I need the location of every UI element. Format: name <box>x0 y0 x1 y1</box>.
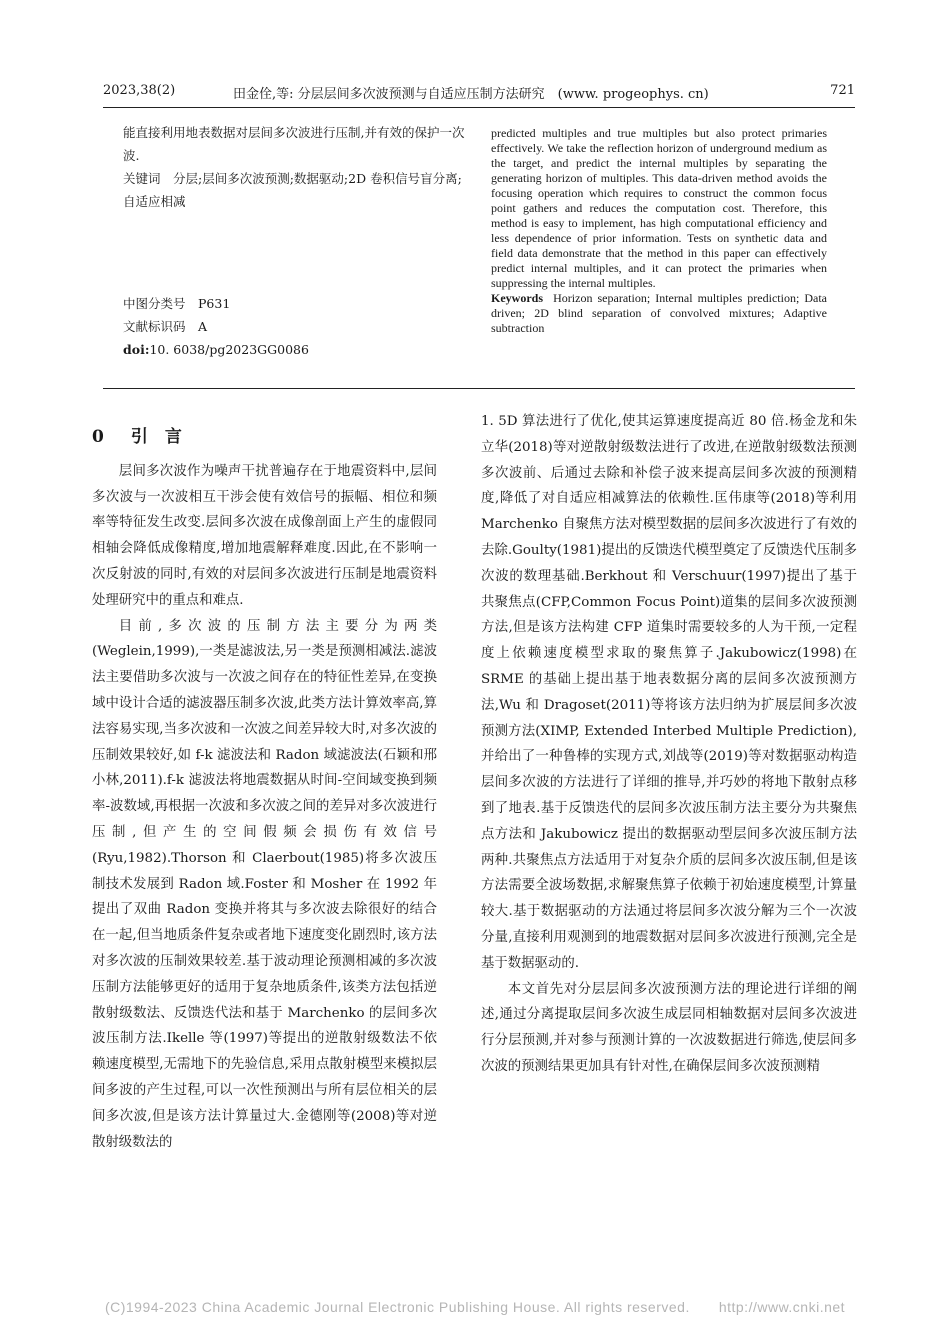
paragraph-intro-1: 层间多次波作为噪声干扰普遍存在于地震资料中,层间多次波与一次波相互干涉会使有效信号的振幅、相位和频率等特征发生改变.层间多次波在成像剖面上产生的虚假同相轴会降低成像精度,增加地震解释难度.因此,在不影响一次反射波的同时,有效的对层间多次波进行压制是地震资料处理研究中的重点和难点. <box>92 463 437 608</box>
paragraph-intro-3: 本文首先对分层层间多次波预测方法的理论进行详细的阐述,通过分离提取层间多次波生成层同相轴数据对层间多次波进行分层预测,并对参与预测计算的一次波数据进行筛选,使层间多次波的预测结果更加具有针对性,在确保层间多次波预测精 <box>481 981 857 1074</box>
doi <box>123 338 468 361</box>
left-column <box>92 425 437 1155</box>
classification-block <box>123 292 468 361</box>
doc-code: 文献标识码 A <box>123 319 208 334</box>
section-number: 0 <box>92 427 104 447</box>
keywords-en-text: Horizon separation; Internal multiples prediction; Data driven; 2D blind separation of convolved mixtures; Adaptive subtraction <box>491 291 827 335</box>
running-title: 田金佺,等: 分层层间多次波预测与自适应压制方法研究 (www. progeophys. cn) <box>233 87 709 102</box>
doi-value: 10. 6038/pg2023GG0086 <box>149 342 309 357</box>
abstract-en-tail: predicted multiples and true multiples but also protect primaries effectively. We take the reflection horizon of underground medium as the target, and predict the internal multiples by separating the generating horizon of multiples. This data-driven method avoids the focusing operation which requires to construct the common focus point gathers and reduces the computation cost. Therefore, this method is easy to implement, has high computational efficiency and less dependence of prior information. Tests on synthetic data and field data demonstrate that the method in this paper can effectively predict internal multiples, and it can protect the primaries when suppressing the internal multiples. <box>491 126 827 290</box>
abstract-en <box>491 126 827 336</box>
section-title: 引 言 <box>130 427 182 447</box>
keywords-en <box>491 291 827 336</box>
copyright-footer: (C)1994-2023 China Academic Journal Electronic Publishing House. All rights reserved. http://www.cnki.net <box>104 1299 846 1315</box>
abstract-rule <box>103 388 855 389</box>
abstract-cn-tail: 能直接利用地表数据对层间多次波进行压制,并有效的保护一次波. <box>123 125 465 163</box>
clc-number: 中图分类号 P631 <box>123 296 231 311</box>
running-header <box>103 83 855 103</box>
page-number: 721 <box>830 83 855 98</box>
right-column <box>481 409 857 1080</box>
section-heading <box>92 425 437 451</box>
keywords-en-label: Keywords <box>491 291 543 305</box>
doi-label: doi: <box>123 342 150 357</box>
issue-label: 2023,38(2) <box>103 83 176 98</box>
abstract-cn <box>123 121 468 213</box>
header-rule <box>103 107 855 108</box>
paragraph-intro-2: 目前,多次波的压制方法主要分为两类(Weglein,1999),一类是滤波法,另一类是预测相减法.滤波法主要借助多次波与一次波之间存在的特征性差异,在变换域中设计合适的滤波器压制多次波,此类方法计算效率高,算法容易实现,当多次波和一次波之间差异较大时,对多次波的压制效果较好,如 f-k 滤波法和 Radon 域滤波法(石颖和邢小林,2011).f-k 滤波法将地震数据从时间-空间域变换到频率-波数域,再根据一次波和多次波之间的差异对多次波进行压制,但产生的空间假频会损伤有效信号(Ryu,1982).Thorson 和 Claerbout(1985)将多次波压制技术发展到 Radon 域.Foster 和 Mosher 在 1992 年提出了双曲 Radon 变换并将其与多次波去除很好的结合在一起,但当地质条件复杂或者地下速度变化剧烈时,该方法对多次波的压制效果较差.基于波动理论预测相减的多次波压制方法能够更好的适用于复杂地质条件,该类方法包括逆散射级数法、反馈迭代法和基于 Marchenko 的层间多次波压制方法.Ikelle 等(1997)等提出的逆散射级数法不依赖速度模型,无需地下的先验信息,采用点散射模型来模拟层间多波的产生过程,可以一次性预测出与所有层位相关的层间多次波,但是该方法计算量过大.金德刚等(2008)等对逆散射级数法的 <box>92 618 437 1150</box>
paragraph-intro-2-cont: 1. 5D 算法进行了优化,使其运算速度提高近 80 倍.杨金龙和朱立华(2018)等对逆散射级数法进行了改进,在逆散射级数法预测多次波前、后通过去除和补偿子波来提高层间多次波的预测精度,降低了对自适应相减算法的依赖性.匡伟康等(2018)等利用 Marchenko 自聚焦方法对模型数据的层间多次波进行了有效的去除.Goulty(1981)提出的反馈迭代模型奠定了反馈迭代压制多次波的数理基础.Berkhout 和 Verschuur(1997)提出了基于共聚焦点(CFP,Common Focus Point)道集的层间多次波预测方法,但是该方法构建 CFP 道集时需要较多的人为干预,一定程度上依赖速度模型求取的聚焦算子.Jakubowicz(1998)在 SRME 的基础上提出基于地表数据分离的层间多次波预测方法,Wu 和 Dragoset(2011)等将该方法归纳为扩展层间多次波预测方法(XIMP, Extended Interbed Multiple Prediction),并给出了一种鲁棒的实现方式,刘战等(2019)等对数据驱动构造层间多次波的方法进行了详细的推导,并巧妙的将地下散射点移到了地表.基于反馈迭代的层间多次波压制方法主要分为共聚焦点方法和 Jakubowicz 提出的数据驱动型层间多次波压制方法两种.共聚焦点方法适用于对复杂介质的层间多次波压制,但是该方法需要全波场数据,求解聚焦算子依赖于初始速度模型,计算量较大.基于数据驱动的方法通过将层间多次波分解为三个一次波分量,直接利用观测到的地震数据对层间多次波进行预测,完全是基于数据驱动的. <box>481 414 857 971</box>
keywords-cn: 关键词 分层;层间多次波预测;数据驱动;2D 卷积信号盲分离;自适应相减 <box>123 171 462 209</box>
